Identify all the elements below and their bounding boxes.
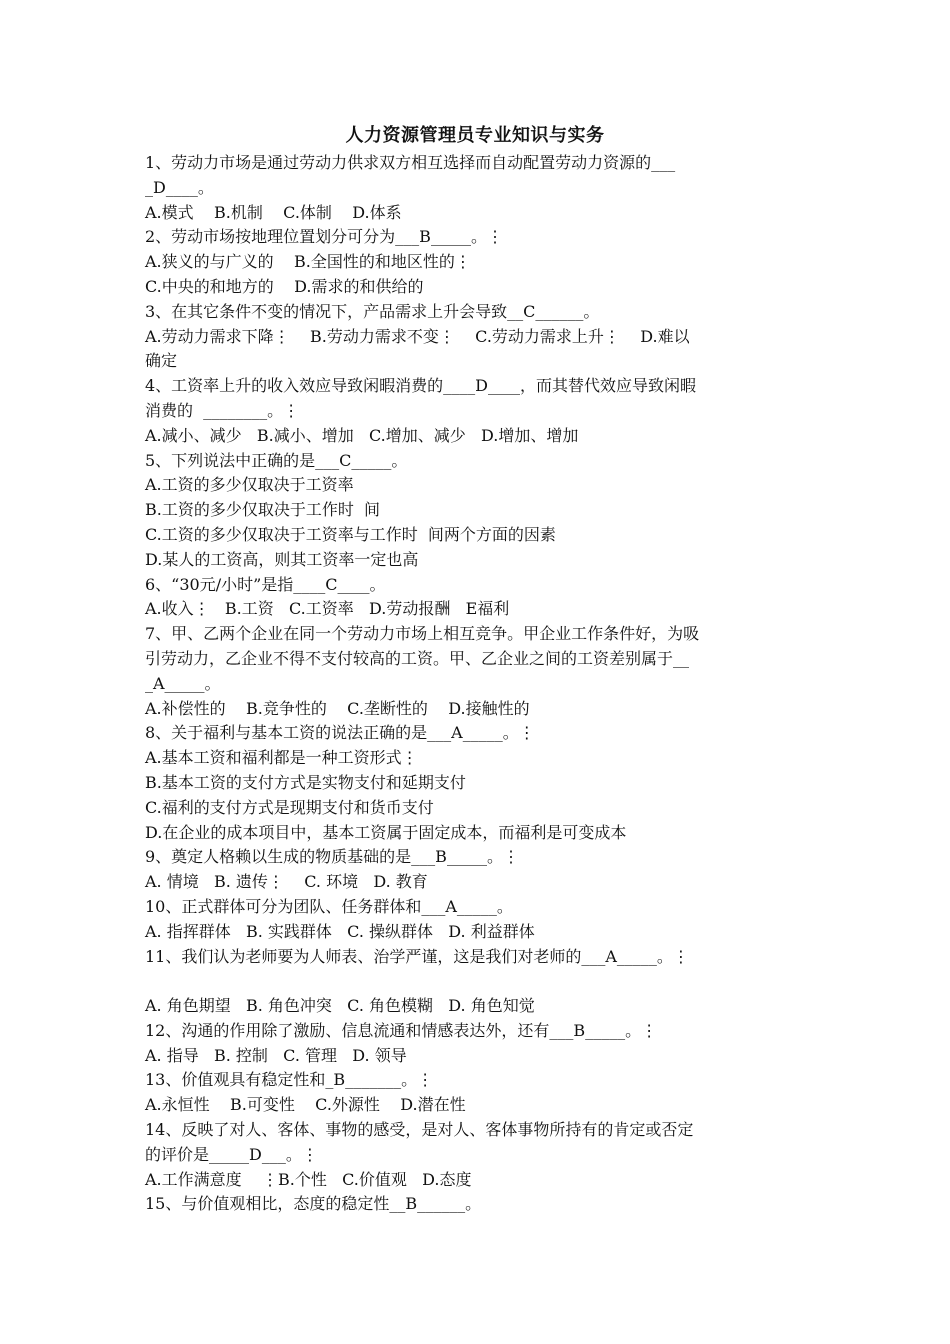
text-line: D.在企业的成本项目中，基本工资属于固定成本，而福利是可变成本 [145, 822, 627, 842]
text-line: C.福利的支付方式是现期支付和货币支付 [145, 797, 434, 817]
text-line: D.某人的工资高，则其工资率一定也高 [145, 549, 419, 569]
text-line: 6、“30元/小时”是指____C____。 [145, 574, 386, 594]
text-line: A.补偿性的 B.竞争性的 C.垄断性的 D.接触性的 [145, 698, 530, 718]
text-line: A. 角色期望 B. 角色冲突 C. 角色模糊 D. 角色知觉 [145, 996, 535, 1016]
text-line: A. 情境 B. 遗传⋮ C. 环境 D. 教育 [145, 872, 428, 892]
text-line: 13、价值观具有稳定性和_B_______。⋮ [145, 1070, 434, 1090]
text-line: A.模式 B.机制 C.体制 D.体系 [145, 202, 402, 222]
text-line: 的评价是_____D___。⋮ [145, 1144, 318, 1164]
text-line [145, 969, 815, 994]
text-line: B.基本工资的支付方式是实物支付和延期支付 [145, 772, 466, 792]
text-line: 12、沟通的作用除了激励、信息流通和情感表达外，还有___B_____。⋮ [145, 1020, 658, 1040]
text-line: A.狭义的与广义的 B.全国性的和地区性的⋮ [145, 252, 471, 272]
text-line: 14、反映了对人、客体、事物的感受，是对人、客体事物所持有的肯定或否定 [145, 1120, 694, 1140]
text-line: _D____。 [145, 177, 214, 197]
text-line: _A_____。 [145, 673, 221, 693]
text-line: 2、劳动市场按地理位置划分可分为___B_____。⋮ [145, 227, 503, 247]
text-line: A.永恒性 B.可变性 C.外源性 D.潜在性 [145, 1095, 466, 1115]
text-line: 15、与价值观相比，态度的稳定性__B______。 [145, 1194, 482, 1214]
text-line: A.基本工资和福利都是一种工资形式⋮ [145, 748, 418, 768]
text-line: 确定 [145, 351, 178, 371]
text-line: A.收入⋮ B.工资 C.工资率 D.劳动报酬 E福利 [145, 599, 510, 619]
text-line: 11、我们认为老师要为人师表、治学严谨，这是我们对老师的___A_____。⋮ [145, 946, 689, 966]
text-line: 7、甲、乙两个企业在同一个劳动力市场上相互竞争。甲企业工作条件好，为吸 [145, 624, 700, 644]
text-line: 引劳动力，乙企业不得不支付较高的工资。甲、乙企业之间的工资差别属于__ [145, 648, 690, 668]
text-line: 5、下列说法中正确的是___C_____。 [145, 450, 408, 470]
text-line: B.工资的多少仅取决于工作时 间 [145, 500, 381, 520]
text-line: 9、奠定人格赖以生成的物质基础的是___B_____。⋮ [145, 847, 519, 867]
text-line: A.减小、减少 B.减小、增加 C.增加、减少 D.增加、增加 [145, 425, 579, 445]
text-line: C.工资的多少仅取决于工资率与工作时 间两个方面的因素 [145, 524, 556, 544]
document-title: 人力资源管理员专业知识与实务 [345, 125, 605, 146]
text-line: A. 指导 B. 控制 C. 管理 D. 领导 [145, 1045, 407, 1065]
text-line: A. 指挥群体 B. 实践群体 C. 操纵群体 D. 利益群体 [145, 921, 535, 941]
text-line: 1、劳动力市场是通过劳动力供求双方相互选择而自动配置劳动力资源的___ [145, 153, 676, 172]
document-body [145, 151, 815, 1217]
text-line: A.工作满意度 ⋮B.个性 C.价值观 D.态度 [145, 1169, 472, 1189]
text-line: 8、关于福利与基本工资的说法正确的是___A_____。⋮ [145, 723, 535, 743]
text-line: A.工资的多少仅取决于工资率 [145, 475, 354, 495]
text-line: 4、工资率上升的收入效应导致闲暇消费的____D____，而其替代效应导致闲暇 [145, 376, 697, 396]
text-line: 消费的 ________。⋮ [145, 400, 300, 420]
text-line: 10、正式群体可分为团队、任务群体和___A_____。 [145, 896, 513, 916]
text-line: C.中央的和地方的 D.需求的和供给的 [145, 276, 424, 296]
text-line: A.劳动力需求下降⋮ B.劳动力需求不变⋮ C.劳动力需求上升⋮ D.难以 [145, 326, 690, 346]
text-line: 3、在其它条件不变的情况下，产品需求上升会导致__C______。 [145, 301, 600, 321]
